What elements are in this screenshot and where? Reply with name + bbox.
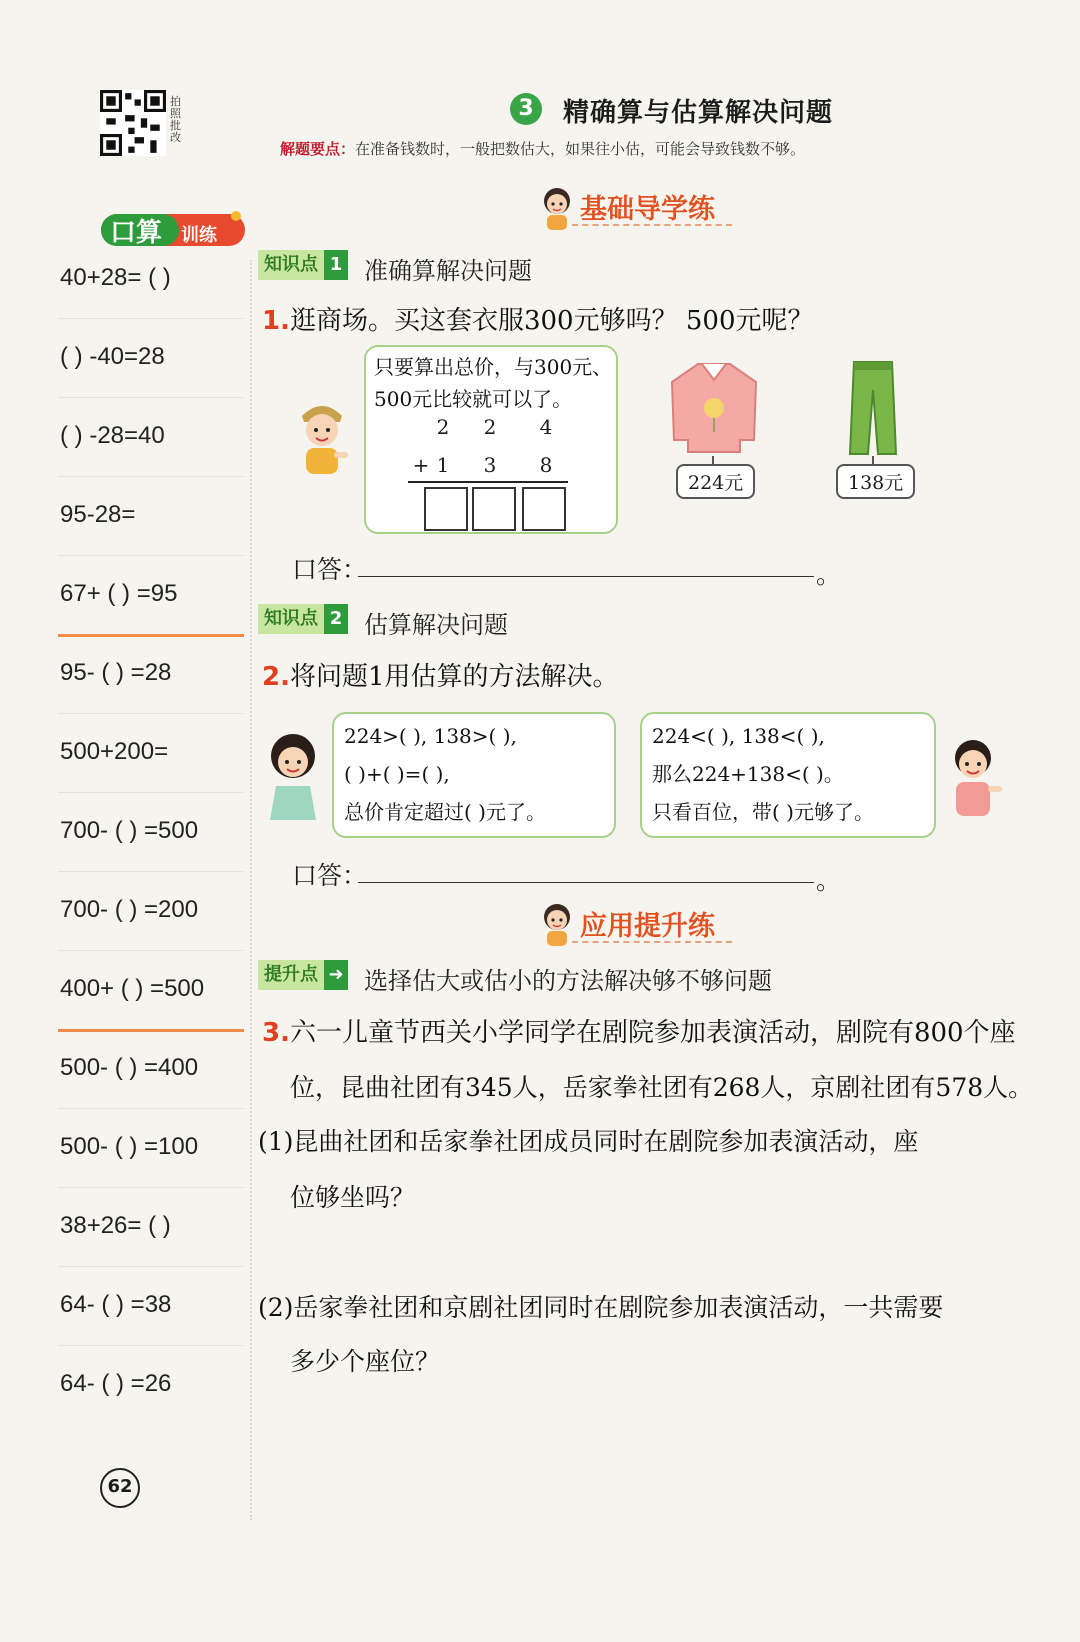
answer-box[interactable] xyxy=(472,487,516,531)
sidebar-separator xyxy=(58,1266,244,1267)
sidebar-separator xyxy=(58,1029,244,1032)
answer-box[interactable] xyxy=(522,487,566,531)
addend-2-digit: 3 xyxy=(483,453,497,477)
tips-key: 解题要点： xyxy=(280,140,356,158)
sidebar-separator xyxy=(58,1108,244,1109)
question-number: 1. xyxy=(262,306,290,336)
oral-calc-item: ( ) -40=28 xyxy=(60,343,165,370)
kousuan-title: 口算 xyxy=(110,218,163,248)
answer-line[interactable] xyxy=(358,576,814,577)
estimate-left-line-2: ( )+( )=( ), xyxy=(344,762,450,786)
tag-label: 知识点 xyxy=(258,250,324,280)
sidebar-separator xyxy=(58,1187,244,1188)
oral-calc-item: 700- ( ) =500 xyxy=(60,817,199,844)
oral-calc-item: 95-28= xyxy=(60,501,136,528)
knowledge-title-1: 准确算解决问题 xyxy=(364,257,532,285)
question-3 xyxy=(262,1012,1016,1049)
tag-number: 2 xyxy=(324,604,348,634)
oral-calc-item: 40+28= ( ) xyxy=(60,264,171,291)
question-text: 逛商场。买这套衣服300元够吗？ 500元呢？ xyxy=(289,306,814,336)
question-3-line-2: 位，昆曲社团有345人，岳家拳社团有268人，京剧社团有578人。 xyxy=(290,1073,1034,1102)
knowledge-tag-1 xyxy=(258,250,348,280)
qr-code-icon[interactable] xyxy=(100,90,166,156)
tips-text: 在准备钱数时，一般把数估大，如果往小估，可能会导致钱数不够。 xyxy=(355,140,806,158)
sum-line xyxy=(408,481,568,483)
addend-1-digit: 2 xyxy=(483,415,497,439)
answer-line[interactable] xyxy=(358,882,814,883)
answer-box[interactable] xyxy=(424,487,468,531)
addend-1-digit: 2 xyxy=(436,415,450,439)
hint-line-2: 500元比较就可以了。 xyxy=(374,387,573,411)
hint-line-1: 只要算出总价，与300元、 xyxy=(374,355,613,379)
sidebar-divider xyxy=(250,260,252,1520)
knowledge-tag-2 xyxy=(258,604,348,634)
tag-label: 提升点 xyxy=(258,960,324,990)
addend-2-digit: 1 xyxy=(436,453,450,477)
girl-character-icon xyxy=(262,728,324,824)
estimate-left-line-1: 224>( ), 138>( ), xyxy=(344,724,517,748)
sidebar-separator xyxy=(58,476,244,477)
estimate-right-line-2: 那么224+138<( )。 xyxy=(652,762,844,786)
answer-label: 口答： xyxy=(292,861,368,890)
sub-question-2-line-2: 多少个座位？ xyxy=(290,1347,441,1376)
price-tag-shirt: 224元 xyxy=(676,464,755,499)
knowledge-title-2: 估算解决问题 xyxy=(364,611,508,639)
estimate-right-line-3: 只看百位，带( )元够了。 xyxy=(652,800,874,824)
sidebar-separator xyxy=(58,318,244,319)
estimate-right-line-1: 224<( ), 138<( ), xyxy=(652,724,825,748)
kid-icon xyxy=(538,186,576,232)
estimate-bubble-left xyxy=(332,712,616,838)
qr-label: 拍照批改 xyxy=(170,95,181,144)
sidebar-separator xyxy=(58,634,244,637)
oral-calc-item: 400+ ( ) =500 xyxy=(60,975,205,1002)
sweater-icon xyxy=(668,360,760,456)
question-3-line-1: 六一儿童节西关小学同学在剧院参加表演活动，剧院有800个座 xyxy=(289,1018,1016,1048)
question-2 xyxy=(262,656,619,693)
estimate-bubble-right xyxy=(640,712,936,838)
improve-title: 选择估大或估小的方法解决够不够问题 xyxy=(364,967,772,995)
sidebar-separator xyxy=(58,871,244,872)
sidebar-separator xyxy=(58,950,244,951)
question-number: 3. xyxy=(262,1018,290,1048)
oral-calc-item: 67+ ( ) =95 xyxy=(60,580,178,607)
kousuan-subtitle: 训练 xyxy=(181,225,217,246)
sub-question-2-line-1: (2)岳家拳社团和京剧社团同时在剧院参加表演活动，一共需要 xyxy=(258,1293,944,1322)
tag-arrow: ➜ xyxy=(324,960,348,990)
oral-calc-item: 64- ( ) =26 xyxy=(60,1370,172,1397)
sidebar-separator xyxy=(58,397,244,398)
kid-icon xyxy=(538,902,576,948)
page-number: 62 xyxy=(100,1468,140,1508)
tag-label: 知识点 xyxy=(258,604,324,634)
answer-end: 。 xyxy=(816,866,842,895)
hint-bubble xyxy=(364,345,618,534)
plus-sign: + xyxy=(412,453,430,477)
oral-calc-item: 64- ( ) =38 xyxy=(60,1291,172,1318)
section-title: 精确算与估算解决问题 xyxy=(563,98,834,128)
addend-1-digit: 4 xyxy=(539,415,553,439)
section-number: 3 xyxy=(510,93,542,125)
boy-character-icon xyxy=(294,396,350,480)
oral-calc-item: 500+200= xyxy=(60,738,169,765)
addend-2-digit: 8 xyxy=(539,453,553,477)
oral-calc-item: 95- ( ) =28 xyxy=(60,659,172,686)
oral-calc-item: 700- ( ) =200 xyxy=(60,896,199,923)
banner-underline xyxy=(572,224,732,226)
answer-end: 。 xyxy=(816,560,842,589)
answer-label: 口答： xyxy=(292,555,368,584)
oral-calc-item: 38+26= ( ) xyxy=(60,1212,171,1239)
question-text: 将问题1用估算的方法解决。 xyxy=(289,662,619,692)
question-number: 2. xyxy=(262,662,290,692)
banner-basic: 基础导学练 xyxy=(580,194,715,225)
tag-number: 1 xyxy=(324,250,348,280)
sidebar-separator xyxy=(58,792,244,793)
sidebar-separator xyxy=(58,555,244,556)
banner-underline xyxy=(572,941,732,943)
price-tag-pants: 138元 xyxy=(836,464,915,499)
boy2-character-icon xyxy=(942,736,1004,820)
sub-question-1-line-2: 位够坐吗？ xyxy=(290,1183,416,1212)
question-1 xyxy=(262,300,814,337)
oral-calc-item: 500- ( ) =100 xyxy=(60,1133,199,1160)
pants-icon xyxy=(848,360,898,456)
tips xyxy=(280,138,805,159)
sidebar-separator xyxy=(58,713,244,714)
oral-calc-item: ( ) -28=40 xyxy=(60,422,165,449)
improve-tag xyxy=(258,960,348,990)
banner-advanced: 应用提升练 xyxy=(580,911,715,942)
sidebar-separator xyxy=(58,1345,244,1346)
oral-calc-item: 500- ( ) =400 xyxy=(60,1054,199,1081)
sub-question-1-line-1: (1)昆曲社团和岳家拳社团成员同时在剧院参加表演活动，座 xyxy=(258,1127,919,1156)
estimate-left-line-3: 总价肯定超过( )元了。 xyxy=(344,800,546,824)
